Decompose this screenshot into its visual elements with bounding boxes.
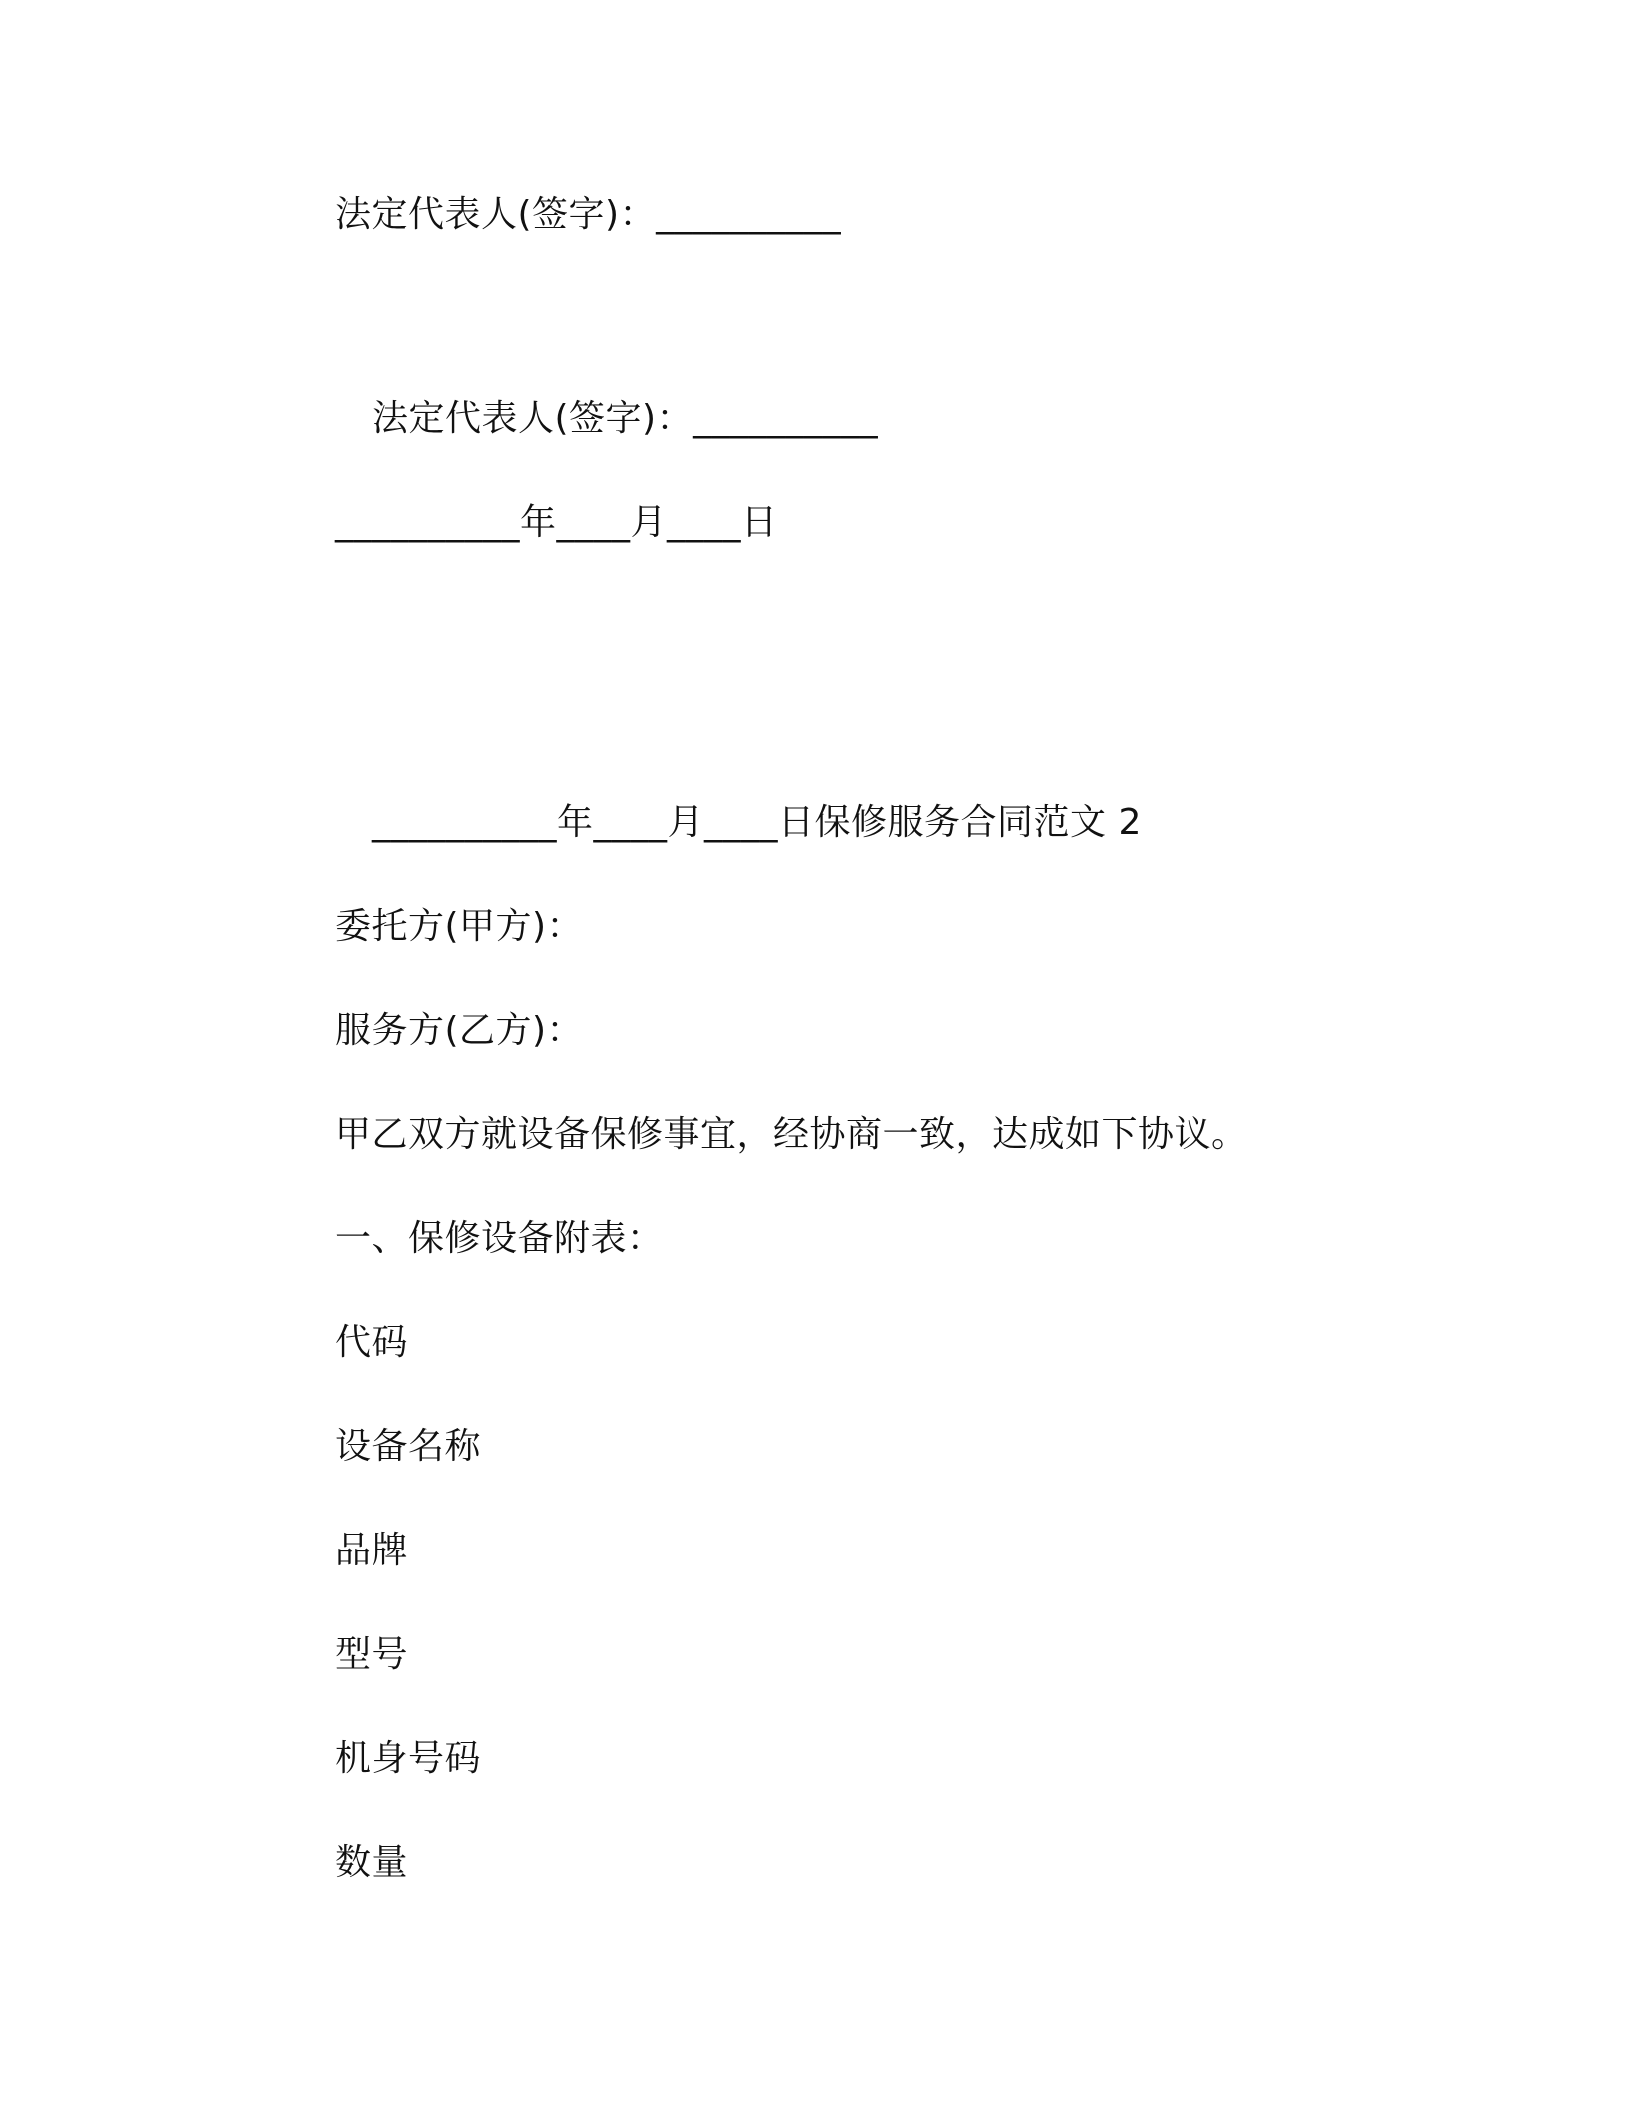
party-b-line: 服务方(乙方)： (335, 1010, 584, 1051)
field-serial-number: 机身号码 (335, 1738, 482, 1779)
field-code: 代码 (335, 1322, 409, 1363)
section-heading: 一、保修设备附表： (335, 1218, 664, 1259)
contract-title-line: __________年____月____日保修服务合同范文 2 (372, 802, 1142, 843)
signature-line-1: 法定代表人(签字)：__________ (335, 194, 842, 235)
signature-line-2: 法定代表人(签字)：__________ (372, 398, 879, 439)
party-a-line: 委托方(甲方)： (335, 906, 584, 947)
field-quantity: 数量 (335, 1842, 409, 1883)
agreement-paragraph: 甲乙双方就设备保修事宜，经协商一致，达成如下协议。 (335, 1114, 1248, 1155)
field-brand: 品牌 (335, 1530, 409, 1571)
field-equipment-name: 设备名称 (335, 1426, 482, 1467)
field-model: 型号 (335, 1634, 409, 1675)
date-line: __________年____月____日 (335, 502, 778, 543)
